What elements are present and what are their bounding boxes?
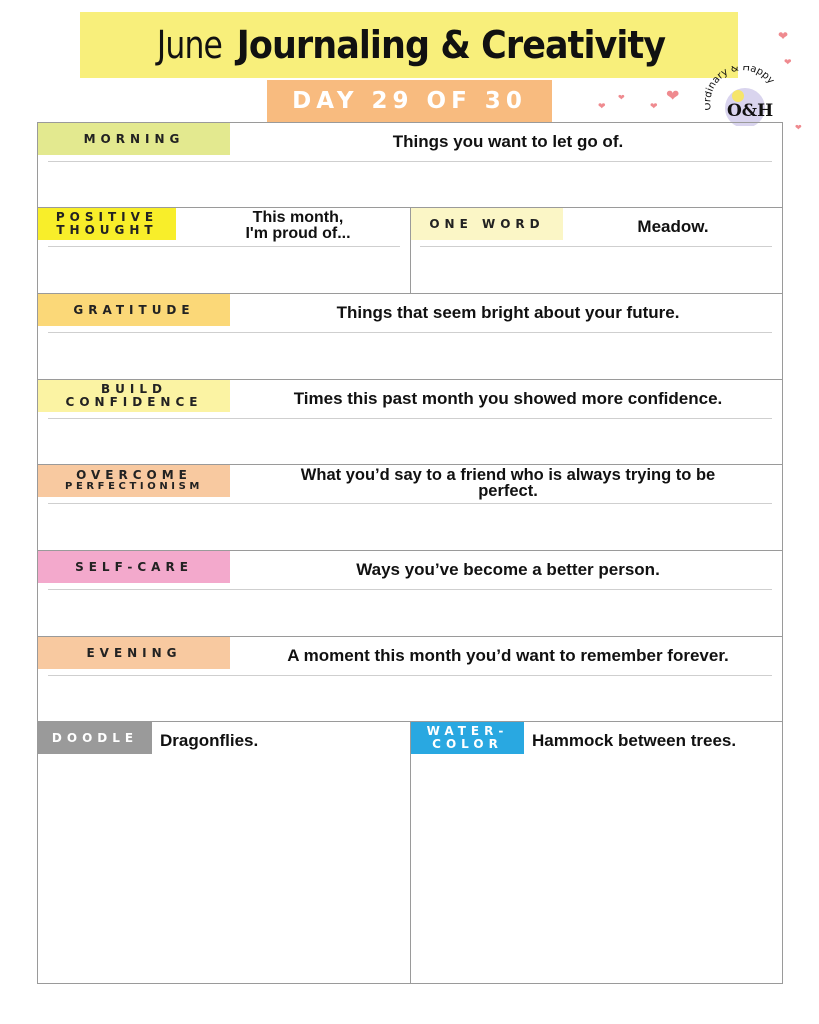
- logo-monogram: O&H: [727, 101, 774, 121]
- prompt-positive-thought: This month, I'm proud of...: [245, 209, 351, 242]
- writing-line: [48, 332, 772, 333]
- heart-icon: ❤: [618, 93, 625, 102]
- tag-overcome-perfectionism: OVERCOME PERFECTIONISM: [38, 465, 230, 497]
- prompt-morning: Things you want to let go of.: [392, 131, 624, 151]
- page-title: Journaling & Creativity: [236, 23, 665, 67]
- writing-line: [48, 503, 772, 504]
- column-divider: [410, 722, 411, 983]
- heart-icon: ❤: [598, 101, 606, 111]
- prompt-build-confidence: Times this past month you showed more confidence.: [293, 388, 723, 408]
- tag-one-word: ONE WORD: [411, 208, 563, 240]
- tag-watercolor: WATER- COLOR: [411, 722, 524, 754]
- prompt-gratitude: Things that seem bright about your future.: [336, 302, 680, 322]
- day-counter: DAY 29 OF 30: [267, 80, 552, 122]
- writing-line: [48, 246, 400, 247]
- section-doodle-watercolor: [38, 722, 782, 983]
- heart-icon: ❤: [784, 57, 792, 67]
- title-banner: [80, 12, 738, 78]
- tag-gratitude: GRATITUDE: [38, 294, 230, 326]
- prompt-one-word: Meadow.: [637, 216, 709, 236]
- journal-grid: [37, 122, 783, 984]
- heart-icon: ❤: [795, 123, 802, 132]
- brand-logo: [705, 66, 781, 126]
- tag-doodle: DOODLE: [38, 722, 152, 754]
- logo-arc-text: inary & Happy: [705, 66, 777, 94]
- writing-line: [420, 246, 772, 247]
- section-evening: [38, 637, 782, 722]
- section-overcome-perfectionism: [38, 465, 782, 551]
- section-self-care: [38, 551, 782, 637]
- tag-morning: MORNING: [38, 123, 230, 155]
- tag-positive-thought: POSITIVE THOUGHT: [38, 208, 176, 240]
- section-gratitude: [38, 294, 782, 380]
- prompt-self-care: Ways you’ve become a better person.: [356, 559, 660, 579]
- writing-line: [48, 589, 772, 590]
- heart-icon: ❤: [666, 88, 680, 105]
- tag-evening: EVENING: [38, 637, 230, 669]
- heart-icon: ❤: [650, 101, 658, 111]
- prompt-evening: A moment this month you’d want to remember forever.: [287, 645, 729, 665]
- prompt-doodle: Dragonflies.: [160, 730, 259, 750]
- section-morning: [38, 123, 782, 208]
- section-positive-oneword: [38, 208, 782, 294]
- tag-self-care: SELF-CARE: [38, 551, 230, 583]
- title-month: June: [156, 23, 222, 67]
- writing-line: [48, 418, 772, 419]
- prompt-overcome-perfectionism: What you’d say to a friend who is always trying to be perfect.: [300, 465, 716, 500]
- writing-line: [48, 675, 772, 676]
- writing-line: [48, 161, 772, 162]
- section-build-confidence: [38, 380, 782, 465]
- prompt-watercolor: Hammock between trees.: [532, 730, 737, 750]
- tag-build-confidence: BUILD CONFIDENCE: [38, 380, 230, 412]
- heart-icon: ❤: [778, 29, 789, 43]
